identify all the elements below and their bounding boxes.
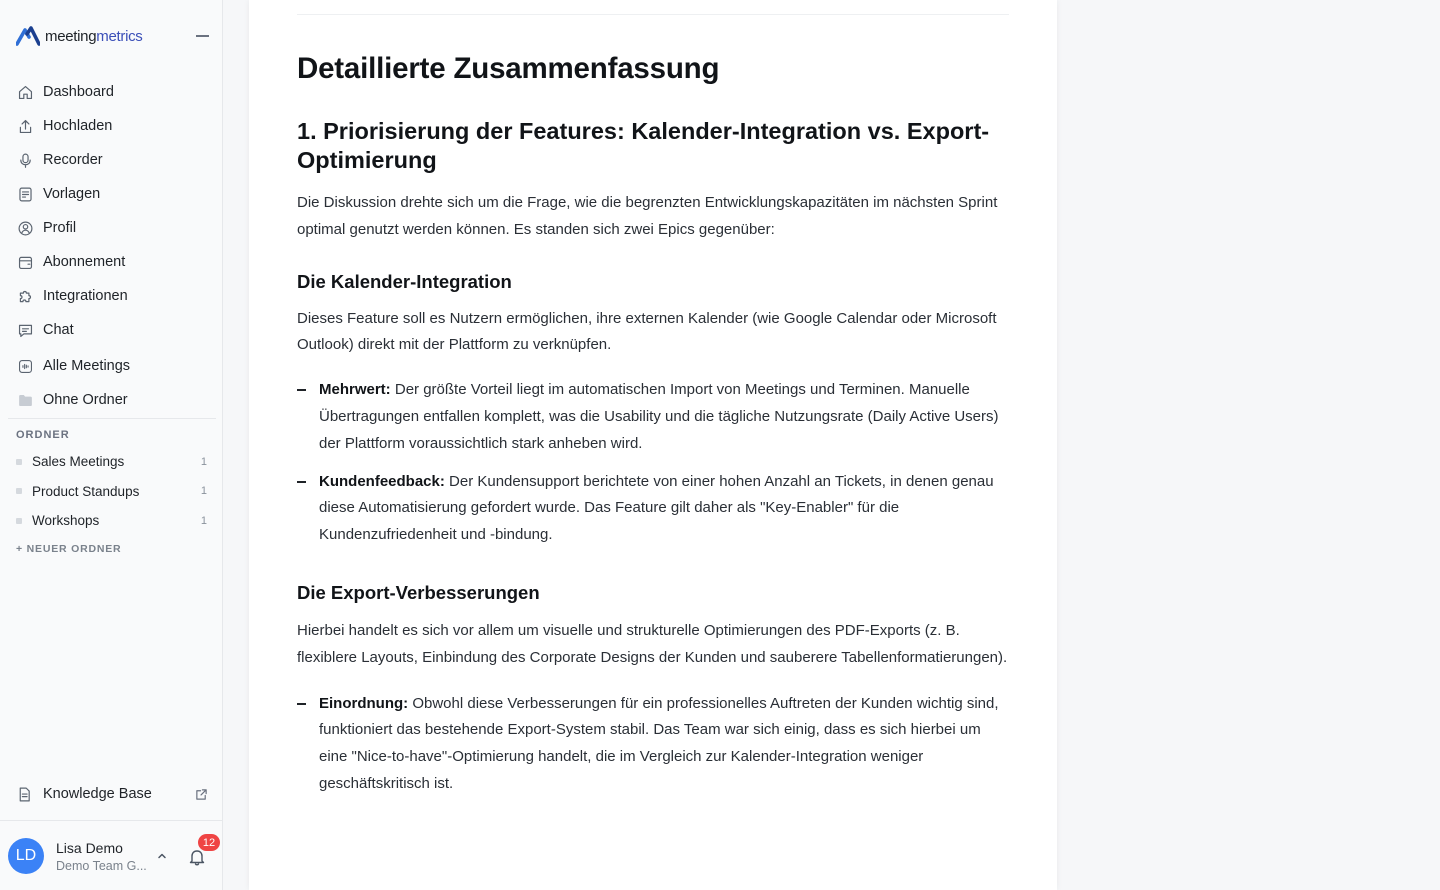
external-link-icon: [195, 788, 208, 801]
folder-count: 1: [200, 455, 207, 468]
folder-item-product-standups[interactable]: Product Standups 1: [8, 477, 216, 507]
bullet-item: Kundenfeedback: Der Kundensupport berichtete von einer hohen Anzahl an Tickets, in denen genau diese Automatisierung gefordert wurde. Das Feature gilt daher als "Key-Enabler" für die Kundenzufriedenheit und -bindung.: [297, 469, 1009, 549]
nav-item-vorlagen[interactable]: Vorlagen: [8, 177, 216, 211]
upload-icon: [16, 117, 34, 135]
logo-text: meetingmetrics: [45, 27, 143, 45]
sidebar: [0, 0, 223, 890]
app-logo[interactable]: [16, 24, 214, 48]
nav-item-hochladen[interactable]: Hochladen: [8, 109, 216, 143]
user-panel: [0, 820, 223, 890]
page-title: Detaillierte Zusammenfassung: [297, 52, 720, 85]
document-content: [297, 50, 1009, 798]
nav-item-ohne-ordner[interactable]: Ohne Ordner: [8, 383, 216, 417]
folder-dot: [16, 459, 22, 465]
document-top-divider: [297, 14, 1009, 15]
notification-badge: 12: [198, 834, 220, 851]
document-page: [249, 0, 1057, 890]
waveform-icon: [16, 357, 34, 375]
document-icon: [16, 785, 34, 803]
nav-item-recorder[interactable]: Recorder: [8, 143, 216, 177]
template-icon: [16, 185, 34, 203]
folder-dot: [16, 488, 22, 494]
main-nav: [8, 75, 216, 417]
folder-count: 1: [200, 514, 207, 527]
folder-count: 1: [200, 485, 207, 498]
avatar[interactable]: LD: [8, 838, 44, 874]
folders-heading: ORDNER: [16, 429, 70, 441]
subsection-text-export: Hierbei handelt es sich vor allem um visuelle und strukturelle Optimierungen des PDF-Exports (z. B. flexiblere Layouts, Einbindung des Corporate Designs der Kunden und sauberere Tabellenformatierungen).: [297, 621, 1008, 666]
microphone-icon: [16, 151, 34, 169]
subsection-title-kalender: Die Kalender-Integration: [297, 270, 512, 292]
nav-item-dashboard[interactable]: Dashboard: [8, 75, 216, 109]
puzzle-icon: [16, 287, 34, 305]
sidebar-divider: [8, 418, 216, 419]
nav-item-integrationen[interactable]: Integrationen: [8, 279, 216, 313]
nav-item-abonnement[interactable]: Abonnement: [8, 245, 216, 279]
bullet-item: Mehrwert: Der größte Vorteil liegt im automatischen Import von Meetings und Terminen. Manuelle Übertragungen entfallen komplett, was die Usability und die tägliche Nutzungsrate (Daily Active Users) der Plattform voraussichtlich stark anheben wird.: [297, 377, 1009, 457]
chat-icon: [16, 321, 34, 339]
subsection-text-kalender: Dieses Feature soll es Nutzern ermöglichen, ihre externen Kalender (wie Google Calendar oder Microsoft Outlook) direkt mit der Plattform zu verknüpfen.: [297, 309, 997, 354]
folder-dot: [16, 518, 22, 524]
subscription-icon: [16, 253, 34, 271]
nav-item-chat[interactable]: Chat: [8, 313, 216, 347]
bullet-item: Einordnung: Obwohl diese Verbesserungen für ein professionelles Auftreten der Kunden wichtig sind, funktioniert das bestehende Export-System stabil. Das Team war sich einig, dass es sich hierbei um eine "Nice-to-have"-Optimierung handelt, die im Vergleich zur Kalender-Integration weniger geschäftskritisch ist.: [297, 691, 1009, 798]
user-name: Lisa Demo: [56, 840, 123, 856]
profile-icon: [16, 219, 34, 237]
logo-icon: [16, 26, 40, 46]
chevron-up-icon[interactable]: [157, 851, 167, 861]
section-title: 1. Priorisierung der Features: Kalender-Integration vs. Export-Optimierung: [297, 118, 990, 173]
knowledge-base-link[interactable]: Knowledge Base: [8, 779, 216, 809]
subsection-title-export: Die Export-Verbesserungen: [297, 581, 540, 603]
folder-item-sales-meetings[interactable]: Sales Meetings 1: [8, 447, 216, 477]
home-icon: [16, 83, 34, 101]
new-folder-button[interactable]: + NEUER ORDNER: [16, 543, 122, 555]
nav-item-profil[interactable]: Profil: [8, 211, 216, 245]
user-team: Demo Team G...: [56, 859, 147, 873]
section-intro: Die Diskussion drehte sich um die Frage, wie die begrenzten Entwicklungskapazitäten im nächsten Sprint optimal genutzt werden können. Es standen sich zwei Epics gegenüber:: [297, 194, 998, 238]
folder-icon: [16, 391, 34, 409]
collapse-sidebar-button[interactable]: [196, 29, 210, 43]
folder-list: [8, 447, 216, 536]
folder-item-workshops[interactable]: Workshops 1: [8, 506, 216, 536]
nav-item-alle-meetings[interactable]: Alle Meetings: [8, 349, 216, 383]
